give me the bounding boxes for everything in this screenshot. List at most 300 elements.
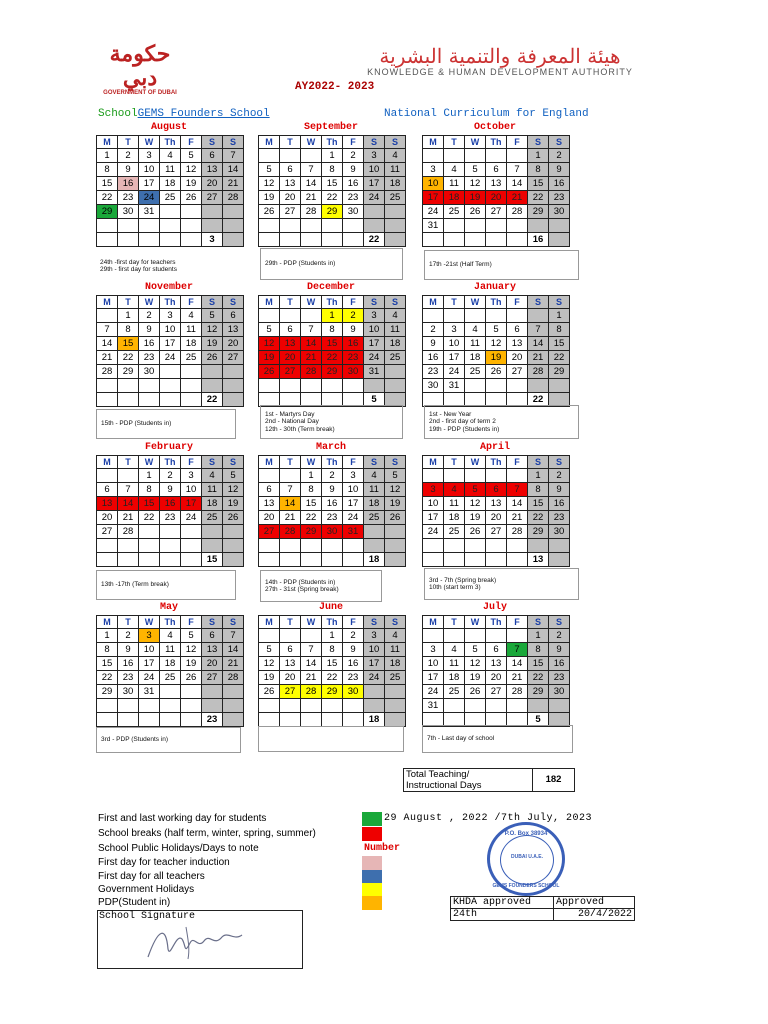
day-cell: 18 [385,657,406,671]
weekday-header: M [97,296,118,309]
day-cell: 27 [280,365,301,379]
day-cell: 11 [444,497,465,511]
day-cell: 4 [444,643,465,657]
month-note-november [96,409,236,439]
day-cell: 20 [486,511,507,525]
day-cell: 27 [280,205,301,219]
day-cell: 23 [343,671,364,685]
empty-cell [259,699,280,713]
total-days-box [403,768,575,792]
note-line: 10th (start term 3) [429,584,481,591]
day-cell: 12 [223,483,244,497]
weekday-header: Th [322,616,343,629]
empty-cell [259,629,280,643]
swatch-teacher-induction [362,856,382,870]
day-cell: 21 [528,351,549,365]
day-cell: 1 [322,149,343,163]
day-cell: 28 [528,365,549,379]
note-line: 1st - New Year [429,410,472,418]
day-cell: 13 [259,497,280,511]
empty-cell [507,219,528,233]
empty-cell [280,309,301,323]
day-cell: 13 [280,337,301,351]
count-row-cell [385,233,406,247]
month-note-september [260,248,403,280]
swatch-pdp [362,896,382,910]
day-cell: 13 [486,177,507,191]
day-cell: 9 [139,323,160,337]
day-cell: 1 [322,309,343,323]
day-cell: 29 [322,685,343,699]
day-cell: 16 [549,497,570,511]
empty-cell [160,525,181,539]
empty-cell [364,379,385,393]
day-cell: 17 [139,657,160,671]
day-cell: 5 [465,483,486,497]
month-title-december: December [306,282,355,293]
day-cell: 26 [223,511,244,525]
day-cell: 16 [139,337,160,351]
day-cell: 1 [528,469,549,483]
day-cell: 31 [444,379,465,393]
day-cell: 26 [202,351,223,365]
weekday-header: F [343,456,364,469]
month-note-august [96,255,236,277]
khda-logo [322,46,678,77]
empty-cell [507,699,528,713]
weekday-header: F [181,136,202,149]
empty-cell [202,525,223,539]
month-day-count: 18 [364,553,385,567]
empty-cell [139,219,160,233]
day-cell: 1 [549,309,570,323]
empty-cell [364,219,385,233]
day-cell: 20 [280,671,301,685]
day-cell: 16 [343,177,364,191]
day-cell: 3 [423,163,444,177]
day-cell: 4 [444,483,465,497]
total-days-label [404,769,533,791]
month-calendar-march [258,455,406,567]
gov-logo-arabic: حكومة دبي [109,41,171,91]
day-cell: 24 [423,525,444,539]
empty-cell [160,219,181,233]
empty-cell [465,379,486,393]
day-cell: 21 [223,657,244,671]
curriculum: National Curriculum for England [384,108,589,120]
day-cell: 28 [223,191,244,205]
count-row-cell [444,233,465,247]
count-row-cell [139,393,160,407]
day-cell: 7 [528,323,549,337]
day-cell: 7 [97,323,118,337]
day-cell: 3 [444,323,465,337]
day-cell: 18 [181,337,202,351]
khda-approval-table [450,896,635,921]
day-cell: 23 [549,511,570,525]
weekday-header: S [223,296,244,309]
day-cell: 30 [549,205,570,219]
day-cell: 19 [465,191,486,205]
empty-cell [202,365,223,379]
day-cell: 8 [322,163,343,177]
day-cell: 18 [385,337,406,351]
empty-cell [118,539,139,553]
weekday-header: M [97,136,118,149]
day-cell: 30 [118,205,139,219]
weekday-header: F [181,616,202,629]
day-cell: 3 [181,469,202,483]
day-cell: 14 [223,163,244,177]
empty-cell [507,539,528,553]
weekday-header: S [385,456,406,469]
month-note-february [96,570,236,600]
count-row-cell [160,393,181,407]
weekday-header: W [301,296,322,309]
day-cell: 10 [364,323,385,337]
day-cell: 20 [280,351,301,365]
day-cell: 8 [97,643,118,657]
empty-cell [139,699,160,713]
empty-cell [139,525,160,539]
day-cell: 11 [202,483,223,497]
day-cell: 30 [549,525,570,539]
month-day-count: 13 [528,553,549,567]
day-cell: 31 [364,365,385,379]
weekday-header: S [385,296,406,309]
day-cell: 23 [343,191,364,205]
month-calendar-august [96,135,244,247]
day-cell: 13 [486,657,507,671]
day-cell: 4 [202,469,223,483]
empty-cell [385,205,406,219]
day-cell: 25 [364,511,385,525]
count-row-cell [322,553,343,567]
day-cell: 3 [139,149,160,163]
weekday-header: S [364,136,385,149]
weekday-header: S [528,296,549,309]
day-cell: 18 [444,191,465,205]
day-cell: 22 [97,191,118,205]
weekday-header: T [280,456,301,469]
school-signature-box [97,910,303,969]
day-cell: 30 [139,365,160,379]
month-calendar-january [422,295,570,407]
empty-cell [181,365,202,379]
academic-year: AY2022- 2023 [295,81,375,93]
day-cell: 23 [118,671,139,685]
stamp-side-text: DUBAI U.A.E. [511,854,543,860]
note-line: 12th - 30th (Term break) [265,425,335,433]
day-cell: 5 [259,643,280,657]
empty-cell [280,379,301,393]
weekday-header: T [444,616,465,629]
month-calendar-october [422,135,570,247]
day-cell: 11 [385,643,406,657]
day-cell: 9 [118,643,139,657]
count-row-cell [486,233,507,247]
empty-cell [280,219,301,233]
weekday-header: W [301,456,322,469]
count-row-cell [507,553,528,567]
month-day-count: 16 [528,233,549,247]
day-cell: 6 [97,483,118,497]
legend-term-dates: 29 August , 2022 /7th July, 2023 [384,813,593,824]
day-cell: 24 [364,191,385,205]
day-cell: 28 [280,525,301,539]
legend-teacher-induction: First day for teacher induction [98,857,230,868]
note-line: 3rd - PDP (Students in) [101,736,169,744]
day-cell: 28 [507,685,528,699]
month-day-count: 3 [202,233,223,247]
legend-pdp: PDP(Student in) [98,897,171,908]
day-cell: 9 [118,163,139,177]
day-cell: 6 [280,163,301,177]
day-cell: 2 [322,469,343,483]
day-cell: 31 [423,699,444,713]
day-cell: 25 [385,191,406,205]
day-cell: 15 [528,497,549,511]
count-row-cell [118,553,139,567]
empty-cell [139,539,160,553]
count-row-cell [181,393,202,407]
day-cell: 10 [139,163,160,177]
day-cell: 10 [364,643,385,657]
day-cell: 27 [280,685,301,699]
empty-cell [223,525,244,539]
day-cell: 5 [202,309,223,323]
empty-cell [160,365,181,379]
note-line: 27th - 31st (Spring break) [265,586,339,593]
empty-cell [181,205,202,219]
empty-cell [549,379,570,393]
count-row-cell [259,713,280,727]
weekday-header: T [444,456,465,469]
day-cell: 22 [97,671,118,685]
day-cell: 20 [97,511,118,525]
count-row-cell [423,553,444,567]
legend-number-label: Number [364,843,401,854]
day-cell: 16 [549,657,570,671]
empty-cell [301,379,322,393]
empty-cell [181,699,202,713]
empty-cell [259,219,280,233]
empty-cell [97,219,118,233]
day-cell: 12 [259,177,280,191]
weekday-header: M [259,456,280,469]
empty-cell [280,149,301,163]
day-cell: 12 [181,163,202,177]
month-day-count: 23 [202,713,223,727]
count-row-cell [301,553,322,567]
weekday-header: W [139,456,160,469]
day-cell: 16 [423,351,444,365]
day-cell: 10 [160,323,181,337]
day-cell: 5 [465,163,486,177]
empty-cell [507,469,528,483]
empty-cell [444,699,465,713]
day-cell: 19 [181,657,202,671]
month-title-july: July [482,602,507,613]
day-cell: 11 [160,163,181,177]
empty-cell [385,525,406,539]
empty-cell [301,309,322,323]
weekday-header: S [528,456,549,469]
empty-cell [549,699,570,713]
count-row-cell [465,233,486,247]
day-cell: 2 [549,149,570,163]
day-cell: 12 [259,657,280,671]
month-calendar-september [258,135,406,247]
weekday-header: Th [160,296,181,309]
day-cell: 26 [385,511,406,525]
day-cell: 31 [139,205,160,219]
day-cell: 23 [343,351,364,365]
empty-cell [507,629,528,643]
legend-school-breaks: School breaks (half term, winter, spring, summer) [98,828,316,839]
empty-cell [444,149,465,163]
day-cell: 14 [118,497,139,511]
legend-first-last-day: First and last working day for students [98,813,267,824]
empty-cell [364,205,385,219]
day-cell: 27 [223,351,244,365]
day-cell: 11 [385,323,406,337]
day-cell: 18 [385,177,406,191]
day-cell: 13 [507,337,528,351]
empty-cell [322,219,343,233]
weekday-header: S [202,296,223,309]
month-day-count: 5 [364,393,385,407]
month-note-may [96,727,241,753]
day-cell: 19 [202,337,223,351]
weekday-header: M [423,296,444,309]
day-cell: 27 [486,525,507,539]
day-cell: 7 [280,483,301,497]
day-cell: 22 [528,511,549,525]
month-note-december [260,405,403,439]
weekday-header: Th [322,456,343,469]
day-cell: 20 [486,191,507,205]
weekday-header: T [118,456,139,469]
weekday-header: S [202,456,223,469]
empty-cell [202,699,223,713]
empty-cell [528,379,549,393]
day-cell: 24 [160,351,181,365]
empty-cell [97,309,118,323]
note-line: 7th - Last day of school [427,735,495,743]
day-cell: 15 [118,337,139,351]
empty-cell [160,699,181,713]
day-cell: 4 [385,309,406,323]
day-cell: 11 [385,163,406,177]
day-cell: 8 [528,483,549,497]
empty-cell [507,379,528,393]
day-cell: 6 [223,309,244,323]
empty-cell [181,525,202,539]
day-cell: 1 [322,629,343,643]
stamp-top-text: P.O. Box 38934 [504,831,548,837]
day-cell: 6 [486,163,507,177]
day-cell: 7 [301,643,322,657]
day-cell: 4 [444,163,465,177]
day-cell: 13 [280,177,301,191]
month-day-count: 18 [364,713,385,727]
day-cell: 4 [385,149,406,163]
day-cell: 12 [202,323,223,337]
weekday-header: T [118,296,139,309]
day-cell: 2 [160,469,181,483]
day-cell: 14 [528,337,549,351]
day-cell: 22 [322,671,343,685]
count-row-cell [465,553,486,567]
day-cell: 24 [364,351,385,365]
total-label-line2: Instructional Days [406,780,482,791]
day-cell: 18 [465,351,486,365]
empty-cell [465,699,486,713]
count-row-cell [223,553,244,567]
day-cell: 15 [528,177,549,191]
empty-cell [385,699,406,713]
day-cell: 5 [465,643,486,657]
empty-cell [486,219,507,233]
day-cell: 16 [549,177,570,191]
day-cell: 3 [160,309,181,323]
empty-cell [160,539,181,553]
empty-cell [385,685,406,699]
day-cell: 15 [549,337,570,351]
empty-cell [444,469,465,483]
weekday-header: M [259,136,280,149]
weekday-header: M [423,456,444,469]
day-cell: 17 [423,511,444,525]
empty-cell [97,469,118,483]
weekday-header: S [549,616,570,629]
day-cell: 3 [139,629,160,643]
day-cell: 8 [322,643,343,657]
day-cell: 28 [118,525,139,539]
day-cell: 19 [259,351,280,365]
day-cell: 20 [223,337,244,351]
month-note-march [260,570,382,602]
day-cell: 30 [343,205,364,219]
weekday-header: S [549,136,570,149]
day-cell: 2 [139,309,160,323]
day-cell: 27 [507,365,528,379]
count-row-cell [280,233,301,247]
day-cell: 2 [549,629,570,643]
day-cell: 9 [549,483,570,497]
day-cell: 25 [385,351,406,365]
day-cell: 12 [465,497,486,511]
empty-cell [423,469,444,483]
day-cell: 11 [364,483,385,497]
empty-cell [181,539,202,553]
day-cell: 16 [118,657,139,671]
swatch-first-day-teachers [362,870,382,884]
count-row-cell [343,713,364,727]
empty-cell [343,379,364,393]
empty-cell [223,699,244,713]
day-cell: 8 [322,323,343,337]
weekday-header: S [223,456,244,469]
day-cell: 21 [301,671,322,685]
day-cell: 29 [118,365,139,379]
empty-cell [160,685,181,699]
day-cell: 30 [322,525,343,539]
note-line: 2nd - National Day [265,418,319,426]
empty-cell [139,379,160,393]
empty-cell [118,379,139,393]
